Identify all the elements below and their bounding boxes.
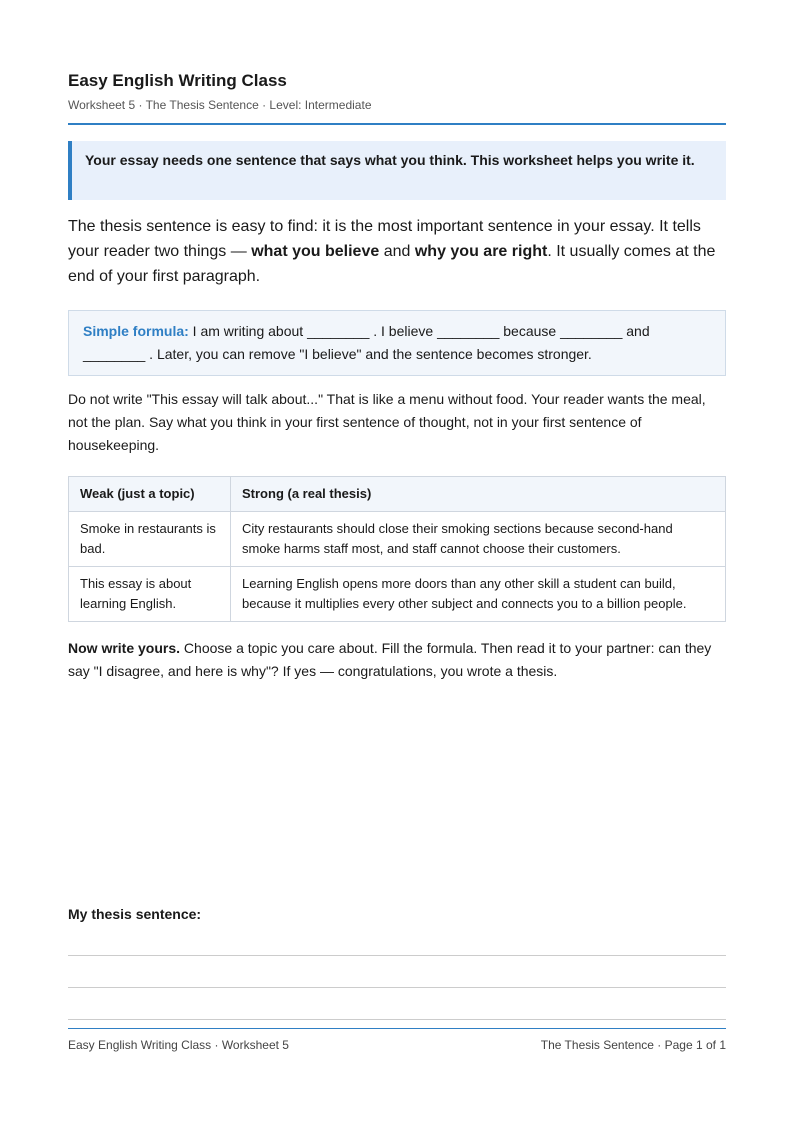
intro-callout [68,141,726,200]
advice-paragraph: Do not write "This essay will talk about..." That is like a menu without food. Your reader wants the meal, not the plan. Say what you think in your first sentence of thought, not in your first sentence of housekeeping. [68,391,706,453]
table-row [69,567,726,622]
footer-divider [68,1028,726,1029]
column-header-weak: Weak (just a topic) [69,477,231,512]
intro-bold-1: what you believe [251,243,380,260]
page-subtitle: Worksheet 5 · The Thesis Sentence · Level: Intermediate [68,98,372,112]
comparison-table [68,476,726,622]
formula-text: I am writing about ________ . I believe ________ because ________ and ________ . Later, you can remove "I believe" and the sentence becomes stronger. [83,323,650,362]
intro-paragraph [68,214,726,289]
writing-line[interactable] [68,955,726,956]
thesis-label: My thesis sentence: [68,906,202,922]
table-row [69,512,726,567]
table-cell-weak: This essay is about learning English. [69,567,231,622]
footer-left-text: Easy English Writing Class · Worksheet 5 [68,1038,289,1052]
writing-line[interactable] [68,1019,726,1020]
header-divider [68,123,726,125]
page-header [68,70,726,113]
intro-text-3: . It usually comes at the end of your first paragraph. [68,243,716,285]
callout-text: Your essay needs one sentence that says what you think. This worksheet helps you write it. [85,152,695,168]
table-cell-strong: City restaurants should close their smoking sections because second-hand smoke harms staff most, and staff cannot choose their customers. [231,512,726,567]
footer-right-text: The Thesis Sentence · Page 1 of 1 [540,1038,726,1052]
formula-label: Simple formula: [83,323,189,339]
intro-text-1: The thesis sentence is easy to find: it is the most important sentence in your essay. It tells your reader two things — [68,218,701,260]
instructions-paragraph [68,637,726,683]
table-cell-weak: Smoke in restaurants is bad. [69,512,231,567]
formula-box [68,310,726,376]
table-header-row [69,477,726,512]
intro-bold-2: why you are right [414,243,548,260]
page-title: Easy English Writing Class [68,71,287,90]
column-header-strong: Strong (a real thesis) [231,477,726,512]
instructions-text: Choose a topic you care about. Fill the formula. Then read it to your partner: can they say "I disagree, and here is why"? If yes — congratulations, you wrote a thesis. [68,640,712,679]
intro-text-2: and [379,243,415,260]
writing-line[interactable] [68,987,726,988]
table-cell-strong: Learning English opens more doors than any other skill a student can build, because it multiplies every other subject and connects you to a billion people. [231,567,726,622]
instructions-bold: Now write yours. [68,640,181,656]
